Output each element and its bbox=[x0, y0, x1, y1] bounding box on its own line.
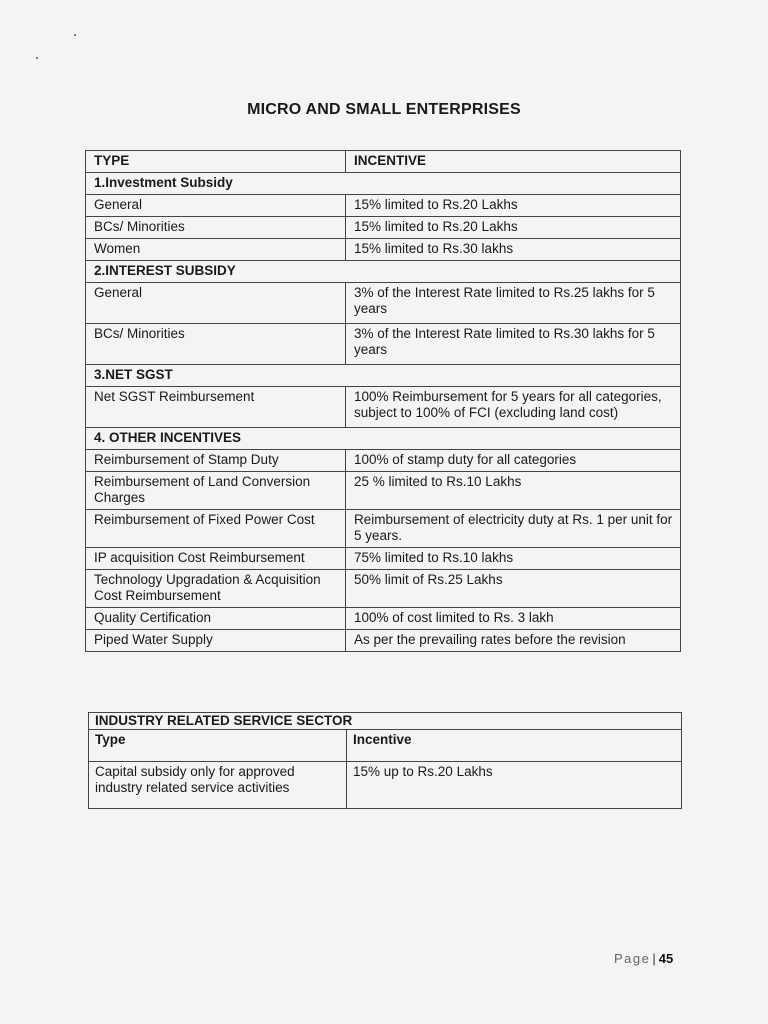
incentive-cell: 50% limit of Rs.25 Lakhs bbox=[346, 570, 681, 608]
type-cell: Piped Water Supply bbox=[86, 630, 346, 652]
page-title: MICRO AND SMALL ENTERPRISES bbox=[247, 101, 521, 118]
table-row bbox=[86, 195, 681, 217]
scan-speck bbox=[36, 57, 38, 59]
table-row bbox=[86, 630, 681, 652]
section-heading: 2.INTEREST SUBSIDY bbox=[86, 261, 681, 283]
type-cell: BCs/ Minorities bbox=[86, 324, 346, 365]
type-cell: BCs/ Minorities bbox=[86, 217, 346, 239]
table-row bbox=[86, 608, 681, 630]
table-row bbox=[86, 472, 681, 510]
type-cell: General bbox=[86, 195, 346, 217]
table-row bbox=[86, 283, 681, 324]
table-row bbox=[86, 217, 681, 239]
service-sector-heading: INDUSTRY RELATED SERVICE SECTOR bbox=[89, 713, 682, 730]
section-heading-row bbox=[86, 365, 681, 387]
section-heading-row bbox=[86, 428, 681, 450]
section-heading-row bbox=[86, 173, 681, 195]
incentive-cell: As per the prevailing rates before the revision bbox=[346, 630, 681, 652]
section-heading: 3.NET SGST bbox=[86, 365, 681, 387]
service-sector-table bbox=[88, 712, 682, 809]
column-header-incentive: Incentive bbox=[347, 730, 682, 762]
table-row bbox=[86, 324, 681, 365]
incentive-cell: 100% of cost limited to Rs. 3 lakh bbox=[346, 608, 681, 630]
incentive-cell: 75% limited to Rs.10 lakhs bbox=[346, 548, 681, 570]
incentive-cell: Reimbursement of electricity duty at Rs. 1 per unit for 5 years. bbox=[346, 510, 681, 548]
type-cell: Reimbursement of Land Conversion Charges bbox=[86, 472, 346, 510]
section-heading-row bbox=[89, 713, 682, 730]
incentive-cell: 15% limited to Rs.30 lakhs bbox=[346, 239, 681, 261]
type-cell: Net SGST Reimbursement bbox=[86, 387, 346, 428]
type-cell: Reimbursement of Fixed Power Cost bbox=[86, 510, 346, 548]
column-header-incentive: INCENTIVE bbox=[346, 151, 681, 173]
type-cell: Technology Upgradation & Acquisition Cost Reimbursement bbox=[86, 570, 346, 608]
table-row bbox=[86, 239, 681, 261]
page-label: Page bbox=[614, 951, 651, 966]
table-row bbox=[86, 387, 681, 428]
table-row bbox=[89, 762, 682, 809]
page-number: 45 bbox=[658, 951, 674, 966]
incentive-cell: 100% Reimbursement for 5 years for all categories, subject to 100% of FCI (excluding land cost) bbox=[346, 387, 681, 428]
incentive-cell: 15% limited to Rs.20 Lakhs bbox=[346, 195, 681, 217]
section-heading: 1.Investment Subsidy bbox=[86, 173, 681, 195]
type-cell: Women bbox=[86, 239, 346, 261]
incentive-table bbox=[85, 150, 681, 652]
table-row bbox=[86, 570, 681, 608]
table-header-row bbox=[86, 151, 681, 173]
type-cell: IP acquisition Cost Reimbursement bbox=[86, 548, 346, 570]
page-footer bbox=[614, 951, 673, 966]
type-cell: Capital subsidy only for approved industry related service activities bbox=[89, 762, 347, 809]
incentive-cell: 15% up to Rs.20 Lakhs bbox=[347, 762, 682, 809]
incentive-cell: 3% of the Interest Rate limited to Rs.25 lakhs for 5 years bbox=[346, 283, 681, 324]
section-heading: 4. OTHER INCENTIVES bbox=[86, 428, 681, 450]
table-header-row bbox=[89, 730, 682, 762]
incentive-cell: 15% limited to Rs.20 Lakhs bbox=[346, 217, 681, 239]
table-row bbox=[86, 548, 681, 570]
type-cell: Quality Certification bbox=[86, 608, 346, 630]
type-cell: Reimbursement of Stamp Duty bbox=[86, 450, 346, 472]
page-separator: | bbox=[652, 951, 656, 966]
incentive-cell: 3% of the Interest Rate limited to Rs.30 lakhs for 5 years bbox=[346, 324, 681, 365]
column-header-type: TYPE bbox=[86, 151, 346, 173]
table-row bbox=[86, 450, 681, 472]
column-header-type: Type bbox=[89, 730, 347, 762]
scan-speck bbox=[74, 34, 76, 36]
incentive-cell: 25 % limited to Rs.10 Lakhs bbox=[346, 472, 681, 510]
section-heading-row bbox=[86, 261, 681, 283]
table-row bbox=[86, 510, 681, 548]
incentive-cell: 100% of stamp duty for all categories bbox=[346, 450, 681, 472]
type-cell: General bbox=[86, 283, 346, 324]
